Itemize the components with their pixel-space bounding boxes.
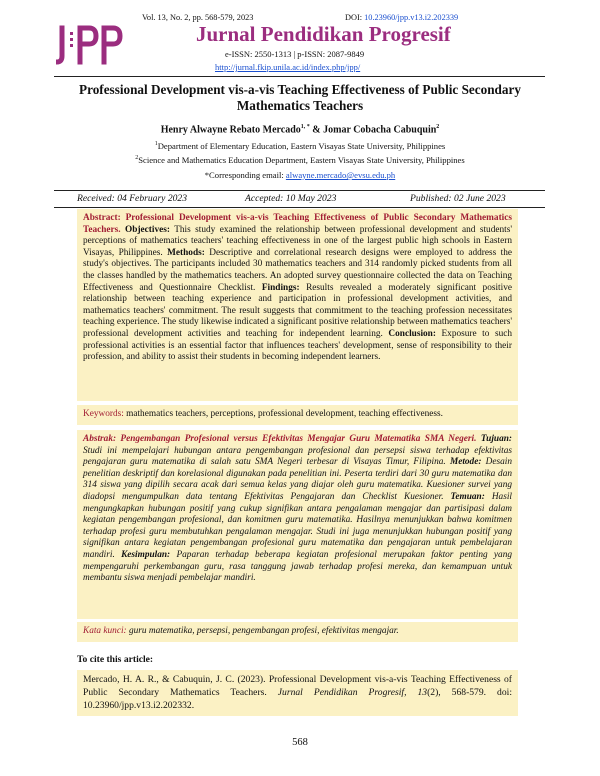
metode-text: Desain penelitian deskriptif dan korelasional digunakan pada penelitian ini. Peserta terdiri dari 30 guru matematika dan 314 siswa yang dipilih secara acak dari semua kelas yang diajar oleh guru matematika. Kuesioner survei yang diadopsi mengumpulkan data tentang Efektivitas Pengajaran dan Checklist Kuesioner. <box>83 457 512 502</box>
paper-title: Professional Development vis-a-vis Teaching Effectiveness of Public Secondary Mathematics Teachers <box>79 82 521 113</box>
tujuan-label: Tujuan: <box>480 434 512 444</box>
journal-url-link[interactable]: http://jurnal.fkip.unila.ac.id/index.php/jpp/ <box>215 62 361 72</box>
author-line <box>60 124 540 135</box>
received-date: Received: 04 February 2023 <box>77 193 188 204</box>
temuan-label: Temuan: <box>450 491 485 502</box>
accepted-date: Accepted: 10 May 2023 <box>245 193 337 204</box>
dates-divider-bottom <box>54 207 545 208</box>
author-join: & <box>309 124 324 136</box>
doi-link[interactable]: 10.23960/jpp.v13.i2.202339 <box>364 13 459 22</box>
findings-label: Findings: <box>261 282 300 293</box>
dates-divider-top <box>54 190 545 191</box>
objectives-text: This study examined the relationship between professional development and students' perceptions of mathematics teachers' teaching effectiveness in one of the largest public high schools in Eastern Visayas, Philippines. <box>83 224 512 258</box>
findings-text: Results revealed a moderately significant positive relationship between teaching experience and participation in professional development activities, and mathematics teachers' commitment. The result suggests that commitment to the teaching profession necessitates teaching experience. The study likewise indicated a significant positive relationship between mathematics teachers' professional development activities and teaching for independent learning. <box>83 282 512 339</box>
volume-line: Vol. 13, No. 2, pp. 568-579, 2023 <box>142 13 254 22</box>
citation-box <box>77 670 518 716</box>
affil-2-text: Science and Mathematics Education Department, Eastern Visayas State University, Philippines <box>138 154 465 165</box>
metode-label: Metode: <box>449 457 482 468</box>
kata-kunci-text: guru matematika, persepsi, pengembangan profesi, efektivitas mengajar. <box>126 626 399 636</box>
kesimpulan-text: Paparan terhadap beberapa kegiatan profesional merupakan faktor penting yang mempengaruhi perkembangan guru, rasa tanggung jawab terhadap profesi mereka, dan kemampuan untuk membantu siswa menjadi pembelajar mandiri. <box>83 549 512 584</box>
affil-1-text: Department of Elementary Education, Eastern Visayas State University, Philippines <box>157 140 446 151</box>
citation-heading: To cite this article: <box>77 654 154 665</box>
conclusion-label: Conclusion: <box>388 328 436 339</box>
corr-email-link[interactable]: alwayne.mercado@evsu.edu.ph <box>285 170 396 180</box>
journal-name: Jurnal Pendidikan Progresif <box>196 22 451 46</box>
author-1-sup: 1, * <box>300 124 310 130</box>
citation-journal: Jurnal Pendidikan Progresif, 13 <box>277 687 428 698</box>
affil-2-sup: 2 <box>135 154 139 161</box>
temuan-text: Hasil mengungkapkan hubungan positif yang cukup signifikan antara pengalaman mengajar dan partisipasi dalam kegiatan pengembangan profesional, dan komitmen guru matematika. Hasilnya menunjukkan bahwa komitmen terhadap profesi guru membutuhkan pengalaman mengajar. Studi ini juga menunjukkan hubungan positif yang signifikan antara kegiatan pengembangan profesional guru matematika dan pengajaran untuk pembelajaran mandiri. <box>83 491 512 560</box>
kata-kunci-label: Kata kunci: <box>83 626 127 636</box>
keywords-text: mathematics teachers, perceptions, professional development, teaching effectiveness. <box>123 409 443 419</box>
abstract-indonesian <box>77 430 518 619</box>
author-2-sup: 2 <box>436 124 440 130</box>
objectives-label: Objectives: <box>125 224 170 235</box>
doi-prefix: DOI: <box>345 13 363 22</box>
conclusion-text: Exposure to such professional activities is an essential factor that influences teachers' development, sense of responsibility to their profession, and ability to assist their students in becoming independent learners. <box>83 328 512 363</box>
kesimpulan-label: Kesimpulan: <box>121 549 171 560</box>
issn-line: e-ISSN: 2550-1313 | p-ISSN: 2087-9849 <box>225 49 365 59</box>
header-divider <box>54 76 545 77</box>
citation-text-1: Mercado, H. A. R., & Cabuquin, J. C. (2023). Professional Development vis-a-vis Teaching Effectiveness of Public Secondary Mathematics Teachers. <box>83 674 512 698</box>
page-number: 568 <box>292 737 308 748</box>
journal-logo <box>56 22 126 68</box>
keywords-english <box>77 405 518 425</box>
published-date: Published: 02 June 2023 <box>410 193 506 204</box>
citation-text-2: (2), 568-579. doi: 10.23960/jpp.v13.i2.202332. <box>83 687 512 711</box>
affiliations <box>60 138 540 166</box>
methods-label: Methods: <box>167 247 205 258</box>
affiliation-1 <box>60 138 540 152</box>
corr-label: *Corresponding email: <box>204 170 286 180</box>
methods-text: Descriptive and correlational research designs were employed to address the study's objectives. The participants included 30 mathematics teachers and 314 randomly picked students from all the classes handled by the mathematics teachers. An adopted survey questionnaire collected the data on Teaching Effectiveness and Questionnaire Checklist. <box>83 247 512 293</box>
keywords-indonesian <box>77 622 518 642</box>
affil-1-sup: 1 <box>154 141 158 147</box>
doi-line <box>345 13 458 22</box>
keywords-label: Keywords: <box>83 409 124 419</box>
author-1: Henry Alwayne Rebato Mercado <box>160 124 301 136</box>
abstract-heading: Abstract: Professional Development vis-a-vis Teaching Effectiveness of Public Secondary Mathematics Teachers. <box>83 213 512 235</box>
abstrak-heading: Abstrak: Pengembangan Profesional versus Efektivitas Mengajar Guru Matematika SMA Negeri. <box>83 434 477 444</box>
corresponding-email <box>60 170 540 180</box>
abstract-english <box>77 209 518 401</box>
tujuan-text: Studi ini mempelajari hubungan antara pengembangan profesional dan persepsi siswa terhadap efektivitas pengajaran guru matematika di salah satu SMA Negeri terbesar di Visayas Timur, Filipina. <box>83 445 512 468</box>
affiliation-2 <box>60 152 540 166</box>
author-2: Jomar Cobacha Cabuquin <box>323 124 437 136</box>
